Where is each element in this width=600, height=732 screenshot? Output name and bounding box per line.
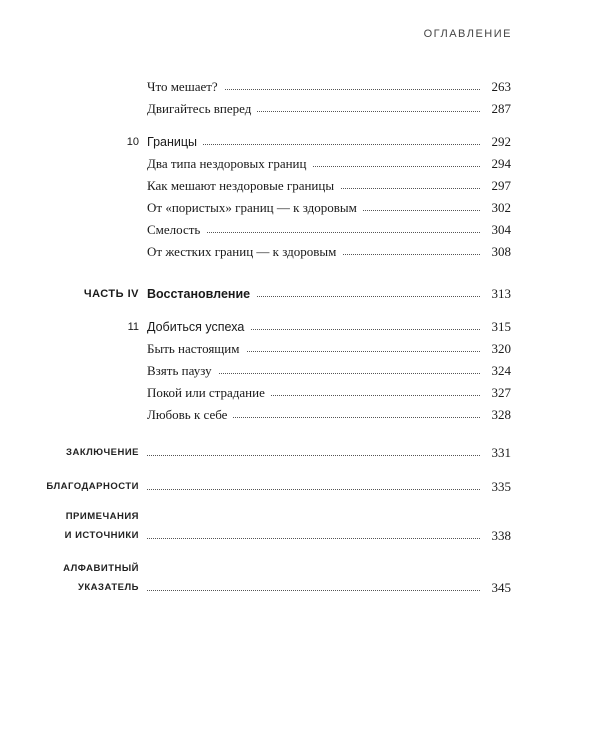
chapter-title: Границы	[147, 132, 203, 152]
toc-entry[interactable]	[0, 242, 600, 262]
entry-title: Любовь к себе	[147, 405, 233, 425]
entry-title: Двигайтесь вперед	[147, 99, 257, 119]
entry-page: 263	[481, 77, 511, 97]
dot-leader	[147, 538, 482, 539]
entry-page: 294	[481, 154, 511, 174]
back-matter-entry[interactable]	[0, 526, 600, 546]
entry-title: Быть настоящим	[147, 339, 246, 359]
entry-title: От «пористых» границ — к здоровым	[147, 198, 363, 218]
entry-title: От жестких границ — к здоровым	[147, 242, 342, 262]
dot-leader	[147, 590, 482, 591]
chapter-entry[interactable]	[0, 132, 600, 152]
back-matter-label-line1: ПРИМЕЧАНИЯ	[65, 511, 139, 522]
back-matter-page: 345	[481, 578, 511, 598]
entry-title: Как мешают нездоровые границы	[147, 176, 340, 196]
toc-entry[interactable]	[0, 361, 600, 381]
entry-page: 297	[481, 176, 511, 196]
entry-title: Что мешает?	[147, 77, 224, 97]
part-page: 313	[481, 284, 511, 304]
part-title: Восстановление	[147, 284, 256, 304]
toc-entry[interactable]	[0, 383, 600, 403]
back-matter-entry[interactable]	[0, 443, 600, 463]
entry-page: 302	[481, 198, 511, 218]
toc-entry[interactable]	[0, 198, 600, 218]
back-matter-entry[interactable]	[0, 477, 600, 497]
entry-title: Два типа нездоровых границ	[147, 154, 312, 174]
back-matter-label-line2: УКАЗАТЕЛЬ	[77, 582, 139, 593]
dot-leader	[147, 489, 482, 490]
toc-entry[interactable]	[0, 220, 600, 240]
chapter-entry[interactable]	[0, 317, 600, 337]
back-matter-page: 338	[481, 526, 511, 546]
chapter-number: 10	[126, 136, 139, 148]
entry-title: Взять паузу	[147, 361, 218, 381]
entry-page: 324	[481, 361, 511, 381]
chapter-page: 292	[481, 132, 511, 152]
part-label: ЧАСТЬ IV	[83, 288, 139, 300]
entry-page: 308	[481, 242, 511, 262]
toc-entry[interactable]	[0, 99, 600, 119]
toc-entry[interactable]	[0, 176, 600, 196]
toc-entry[interactable]	[0, 154, 600, 174]
entry-page: 287	[481, 99, 511, 119]
entry-page: 320	[481, 339, 511, 359]
entry-page: 328	[481, 405, 511, 425]
toc-entry[interactable]	[0, 405, 600, 425]
dot-leader	[147, 455, 482, 456]
back-matter-page: 331	[481, 443, 511, 463]
back-matter-label-line1: АЛФАВИТНЫЙ	[63, 563, 139, 574]
entry-page: 304	[481, 220, 511, 240]
back-matter-label: ЗАКЛЮЧЕНИЕ	[66, 447, 139, 458]
back-matter-entry[interactable]	[0, 578, 600, 598]
back-matter-label: БЛАГОДАРНОСТИ	[46, 481, 139, 492]
part-entry[interactable]	[0, 284, 600, 304]
chapter-number: 11	[127, 321, 139, 333]
running-header: ОГЛАВЛЕНИЕ	[423, 28, 512, 40]
entry-title: Покой или страдание	[147, 383, 271, 403]
entry-title: Смелость	[147, 220, 206, 240]
toc-entry[interactable]	[0, 339, 600, 359]
back-matter-page: 335	[481, 477, 511, 497]
chapter-title: Добиться успеха	[147, 317, 250, 337]
toc-entry[interactable]	[0, 77, 600, 97]
back-matter-label-line2: И ИСТОЧНИКИ	[64, 530, 139, 541]
chapter-page: 315	[481, 317, 511, 337]
entry-page: 327	[481, 383, 511, 403]
